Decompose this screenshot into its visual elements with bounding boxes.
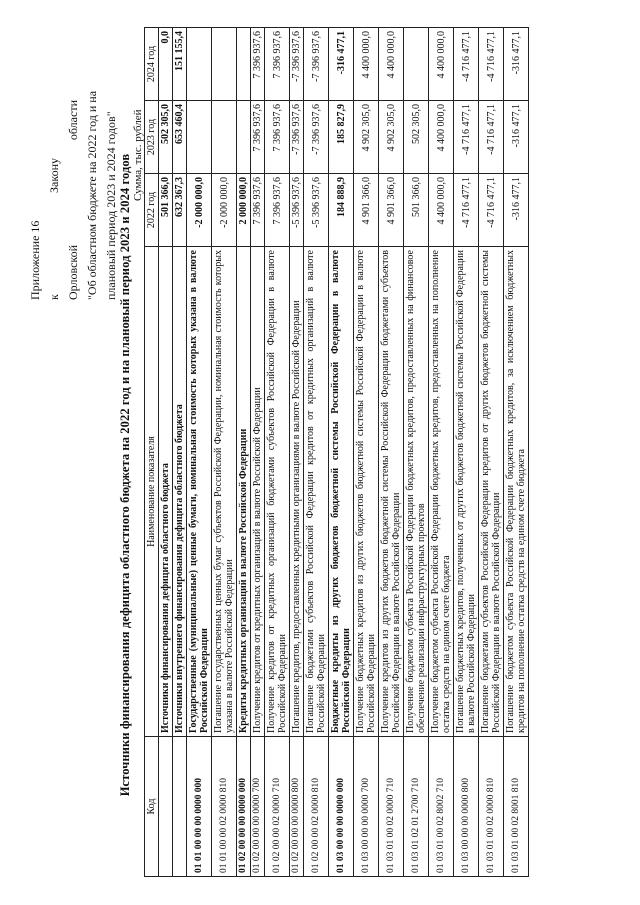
row-value-2022: 501 366,0 [404, 174, 429, 247]
header-code: Код [145, 737, 159, 877]
appendix-law-title-2: плановый период 2023 и 2024 годов" [104, 111, 118, 300]
row-value-2023: 502 305,0 [404, 101, 429, 174]
table-row [290, 28, 304, 877]
row-value-2022: -316 477,1 [504, 174, 529, 247]
row-value-2022: 2 000 000,0 [237, 174, 251, 247]
row-name: Погашение кредитов, предоставленных кредитными организациями в валюте Российской Федерации [290, 247, 304, 737]
row-value-2024: -316 477,1 [504, 28, 529, 101]
row-value-2022: -2 000 000,0 [187, 174, 212, 247]
row-value-2024: 151 155,4 [173, 28, 187, 101]
row-code: 01 01 00 00 02 0000 810 [212, 737, 237, 877]
row-code: 01 01 00 00 00 0000 000 [187, 737, 212, 877]
table-row [354, 28, 379, 877]
table-row [265, 28, 290, 877]
row-value-2022: -5 396 937,6 [304, 174, 329, 247]
table-row [329, 28, 354, 877]
row-name: Получение бюджетом субъекта Российской Федерации бюджетных кредитов, предоставленных на пополнение остатка средств на едином счете бюджета [429, 247, 454, 737]
row-value-2023: 4 902 305,0 [354, 101, 379, 174]
table-row [251, 28, 265, 877]
row-value-2023 [212, 101, 237, 174]
row-value-2022: 7 396 937,6 [251, 174, 265, 247]
row-code [159, 737, 173, 877]
budget-sources-table [144, 27, 529, 877]
row-value-2023: 7 396 937,6 [251, 101, 265, 174]
row-name: Источники финансирования дефицита областного бюджета [159, 247, 173, 737]
row-value-2022: -2 000 000,0 [212, 174, 237, 247]
header-name: Наименование показателя [145, 247, 159, 737]
row-name: Получение кредитов из других бюджетов бюджетной системы Российской Федерации бюджетами субъектов Российской Федерации в валюте Российской Федерации [379, 247, 404, 737]
row-code: 01 03 01 00 02 8002 710 [429, 737, 454, 877]
table-row [504, 28, 529, 877]
header-2022: 2022 год [145, 174, 159, 247]
appendix-law-line [45, 100, 64, 300]
row-value-2023: 185 827,9 [329, 101, 354, 174]
header-2024: 2024 год [145, 28, 159, 101]
appendix-law-title-1: "Об областном бюджете на 2022 год и на [85, 90, 99, 300]
row-name: Получение кредитов от кредитных организаций бюджетами субъектов Российской Федерации в валюте Российской Федерации [265, 247, 290, 737]
header-2023: 2023 год [145, 101, 159, 174]
appendix-number: Приложение 16 [28, 220, 42, 300]
row-value-2024 [404, 28, 429, 101]
row-code: 01 02 00 00 00 0000 800 [290, 737, 304, 877]
document-title: Источники финансирования дефицита областного бюджета на 2022 год и на плановый период 2023 и 2024 годов [118, 153, 132, 797]
row-value-2022: 4 901 366,0 [354, 174, 379, 247]
row-value-2022: 632 367,3 [173, 174, 187, 247]
row-name: Получение кредитов от кредитных организаций в валюте Российской Федерации [251, 247, 265, 737]
row-value-2024 [212, 28, 237, 101]
row-name: Получение бюджетных кредитов из других бюджетов бюджетной системы Российской Федерации в валюте Российской Федерации [354, 247, 379, 737]
row-value-2023: -4 716 477,1 [454, 101, 479, 174]
table-row [304, 28, 329, 877]
row-name: Погашение бюджетом субъекта Российской Федерации бюджетных кредитов, за исключением бюджетных кредитов на пополнение остатка средств на едином счете бюджета [504, 247, 529, 737]
row-value-2022: 7 396 937,6 [265, 174, 290, 247]
row-value-2024: 7 396 937,6 [265, 28, 290, 101]
row-value-2022: -4 716 477,1 [479, 174, 504, 247]
appendix-region: Орловской [66, 244, 80, 300]
row-code: 01 02 00 00 02 0000 810 [304, 737, 329, 877]
row-value-2024: -7 396 937,6 [290, 28, 304, 101]
row-value-2022: 4 901 366,0 [379, 174, 404, 247]
row-code: 01 03 00 00 00 0000 800 [454, 737, 479, 877]
row-value-2023 [187, 101, 212, 174]
row-code: 01 02 00 00 02 0000 710 [265, 737, 290, 877]
row-value-2023 [237, 101, 251, 174]
row-value-2023: -7 396 937,6 [290, 101, 304, 174]
table-row [404, 28, 429, 877]
row-value-2024: 4 400 000,0 [379, 28, 404, 101]
appendix-header [26, 90, 121, 300]
row-value-2022: 4 400 000,0 [429, 174, 454, 247]
row-name: Погашение бюджетами субъектов Российской Федерации кредитов от других бюджетов бюджетной системы Российской Федерации в валюте Российской Федерации [479, 247, 504, 737]
row-name: Получение бюджетом субъекта Российской Федерации бюджетных кредитов, предоставленных на финансовое обеспечение реализации инфраструктурных проектов [404, 247, 429, 737]
row-value-2023: 502 305,0 [159, 101, 173, 174]
table-row [379, 28, 404, 877]
appendix-law: Закону [47, 158, 61, 193]
row-value-2022: -4 716 477,1 [454, 174, 479, 247]
row-value-2022: -5 396 937,6 [290, 174, 304, 247]
row-name: Погашение бюджетами субъектов Российской Федерации кредитов от кредитных организаций в валюте Российской Федерации [304, 247, 329, 737]
row-value-2024: -316 477,1 [329, 28, 354, 101]
table-row [187, 28, 212, 877]
appendix-oblast: области [66, 100, 80, 141]
appendix-to: к [47, 294, 61, 300]
row-value-2022: 184 888,9 [329, 174, 354, 247]
row-code: 01 03 00 00 00 0000 700 [354, 737, 379, 877]
appendix-region-line [64, 100, 83, 300]
row-value-2024: 4 400 000,0 [354, 28, 379, 101]
row-name: Государственные (муниципальные) ценные бумаги, номинальная стоимость которых указана в валюте Российской Федерации [187, 247, 212, 737]
row-code: 01 02 00 00 00 0000 000 [237, 737, 251, 877]
row-value-2024: 4 400 000,0 [429, 28, 454, 101]
row-code: 01 03 00 00 00 0000 000 [329, 737, 354, 877]
table-row [429, 28, 454, 877]
table-row [454, 28, 479, 877]
row-name: Бюджетные кредиты из других бюджетов бюджетной системы Российской Федерации в валюте Российской Федерации [329, 247, 354, 737]
units-label: Сумма, тыс. рублей [132, 109, 144, 201]
table-row [237, 28, 251, 877]
row-value-2023: -4 716 477,1 [479, 101, 504, 174]
row-value-2022: 501 366,0 [159, 174, 173, 247]
row-value-2024 [237, 28, 251, 101]
row-value-2024 [187, 28, 212, 101]
table-row [159, 28, 173, 877]
row-value-2024: -4 716 477,1 [454, 28, 479, 101]
row-code [173, 737, 187, 877]
row-value-2024: -7 396 937,6 [304, 28, 329, 101]
table-row [212, 28, 237, 877]
row-value-2023: -7 396 937,6 [304, 101, 329, 174]
row-value-2024: -4 716 477,1 [479, 28, 504, 101]
row-value-2023: 4 400 000,0 [429, 101, 454, 174]
table-row [173, 28, 187, 877]
row-value-2023: 7 396 937,6 [265, 101, 290, 174]
row-name: Погашение государственных ценных бумаг субъектов Российской Федерации, номинальная стоимость которых указана в валюте Российской Федерации [212, 247, 237, 737]
row-code: 01 03 01 00 02 0000 810 [479, 737, 504, 877]
row-code: 01 03 01 02 01 2700 710 [404, 737, 429, 877]
row-code: 01 02 00 00 00 0000 700 [251, 737, 265, 877]
row-value-2023: 4 902 305,0 [379, 101, 404, 174]
table-row [479, 28, 504, 877]
row-name: Источники внутреннего финансирования дефицита областного бюджета [173, 247, 187, 737]
row-name: Кредиты кредитных организаций в валюте Российской Федерации [237, 247, 251, 737]
row-code: 01 03 01 00 02 0000 710 [379, 737, 404, 877]
table-body [159, 28, 529, 877]
row-value-2024: 0,0 [159, 28, 173, 101]
row-value-2023: 653 460,4 [173, 101, 187, 174]
row-code: 01 03 01 00 02 8001 810 [504, 737, 529, 877]
row-value-2024: 7 396 937,6 [251, 28, 265, 101]
row-name: Погашение бюджетных кредитов, полученных от других бюджетов бюджетной системы Российской Федерации в валюте Российской Федерации [454, 247, 479, 737]
row-value-2023: -316 477,1 [504, 101, 529, 174]
